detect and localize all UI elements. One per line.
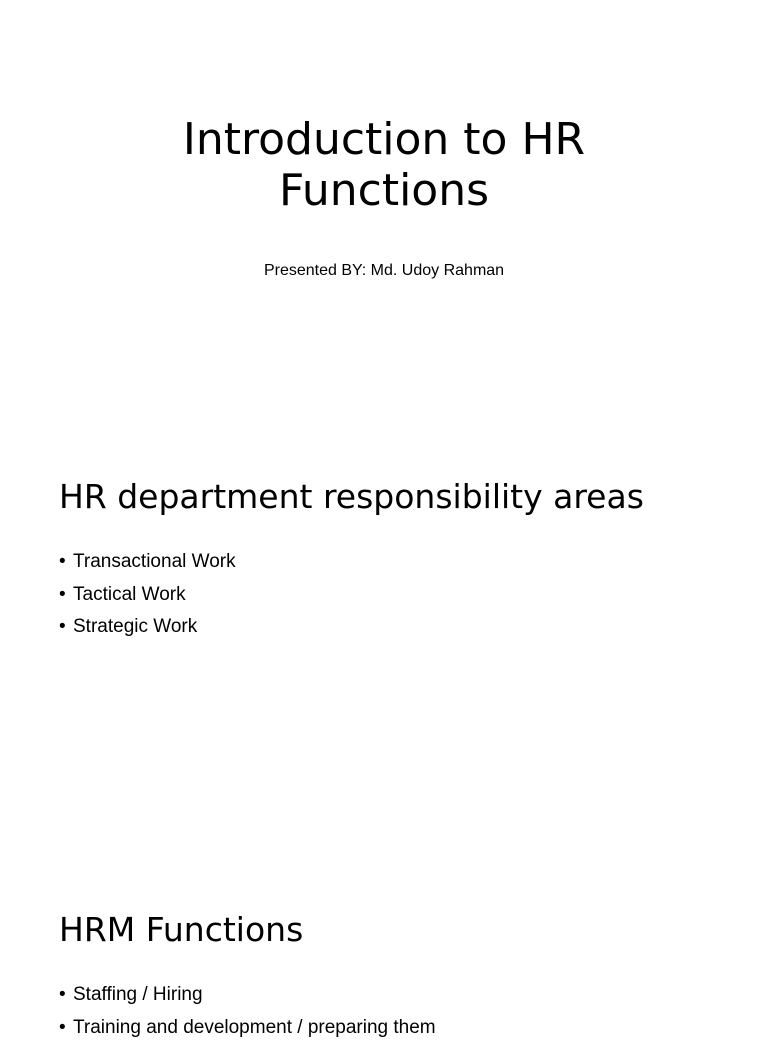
bullet-text: Tactical Work — [73, 584, 186, 605]
list-item — [59, 1015, 436, 1047]
bullet-list — [59, 549, 236, 647]
bullet-text: Transactional Work — [73, 551, 236, 572]
slide-heading: HR department responsibility areas — [59, 477, 644, 517]
slide-heading: HRM Functions — [59, 910, 303, 950]
bullet-marker: • — [59, 982, 73, 1008]
bullet-marker: • — [59, 549, 73, 575]
bullet-list — [59, 982, 436, 1047]
list-item — [59, 582, 236, 615]
bullet-text: Staffing / Hiring — [73, 984, 203, 1005]
slide-title — [0, 0, 768, 433]
title-line-2: Functions — [0, 165, 768, 216]
list-item — [59, 982, 436, 1015]
bullet-text: Strategic Work — [73, 616, 197, 637]
list-item — [59, 549, 236, 582]
bullet-marker: • — [59, 582, 73, 608]
list-item — [59, 614, 236, 647]
presenter-subtitle: Presented BY: Md. Udoy Rahman — [0, 261, 768, 281]
bullet-marker: • — [59, 1015, 73, 1041]
presentation-title — [0, 114, 768, 216]
slide-responsibility-areas — [0, 433, 768, 866]
bullet-marker: • — [59, 614, 73, 640]
slide-hrm-functions — [0, 866, 768, 1024]
title-line-1: Introduction to HR — [0, 114, 768, 165]
bullet-text: Training and development / preparing them — [73, 1017, 436, 1038]
